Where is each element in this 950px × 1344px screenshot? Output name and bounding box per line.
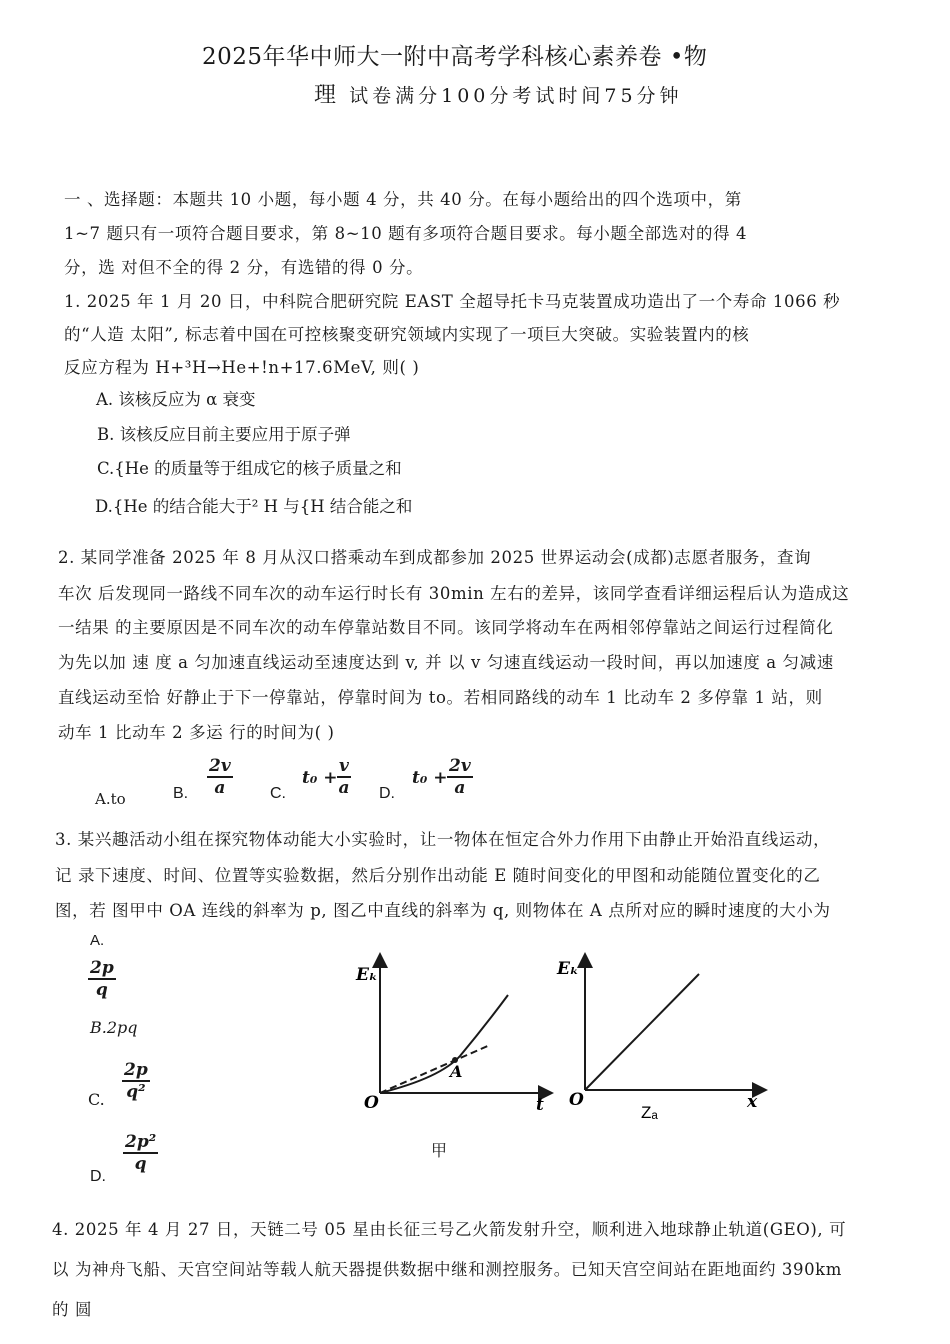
q2-option-b-fraction bbox=[207, 756, 233, 798]
q3-option-c-den: q² bbox=[126, 1082, 146, 1102]
graph-yi-origin: O bbox=[569, 1090, 584, 1110]
q3-option-a-label: A. bbox=[90, 932, 105, 949]
q2-option-d-fraction bbox=[447, 756, 473, 798]
q3-option-c-num: 2p bbox=[124, 1060, 148, 1080]
q3-option-d-label: D. bbox=[90, 1168, 106, 1185]
q2-option-c-fraction bbox=[337, 756, 351, 798]
q3-option-a-fraction bbox=[88, 958, 116, 1000]
q2-option-d-den: a bbox=[454, 778, 466, 798]
q1-line3: 反应方程为 H+³H→He+!n+17.6MeV, 则( ) bbox=[64, 358, 420, 377]
q2-line3: 一结果 的主要原因是不同车次的动车停靠站数目不同。该同学将动车在两相邻停靠站之间运行过程简化 bbox=[58, 618, 834, 637]
page-subtitle bbox=[314, 78, 683, 109]
q1-line1: 1. 2025 年 1 月 20 日，中科院合肥研究院 EAST 全超导托卡马克装置成功造出了一个寿命 1066 秒 bbox=[64, 292, 841, 311]
q4-line2: 以 为神舟飞船、天宫空间站等载人航天器提供数据中继和测控服务。已知天宫空间站在距地面约 390km bbox=[52, 1260, 843, 1279]
exam-info: 试卷满分100分考试时间75分钟 bbox=[349, 85, 683, 107]
graph-yi-line bbox=[585, 974, 699, 1090]
q2-line2: 车次 后发现同一路线不同车次的动车运行时长有 30min 左右的差异，该同学查看详细运程后认为造成这 bbox=[58, 584, 850, 603]
q2-option-a: A.to bbox=[95, 790, 126, 808]
q2-option-b-num: 2v bbox=[209, 756, 231, 776]
graph-jia-origin: O bbox=[364, 1093, 379, 1113]
graph-jia-oa-line bbox=[380, 1045, 490, 1093]
graph-jia-y-label: Eₖ bbox=[356, 965, 378, 985]
q1-option-d: D.{He 的结合能大于² H 与{H 结合能之和 bbox=[95, 497, 413, 516]
q1-option-b: B. 该核反应目前主要应用于原子弹 bbox=[97, 425, 351, 444]
q3-line2: 记 录下速度、时间、位置等实验数据，然后分别作出动能 E 随时间变化的甲图和动能随位置变化的乙 bbox=[55, 866, 821, 885]
graph-jia-curve bbox=[380, 995, 508, 1093]
graph-yi-x-label: x bbox=[747, 1092, 758, 1112]
q2-option-c-num: v bbox=[339, 756, 349, 776]
page-title: 2025年华中师大一附中高考学科核心素养卷 •物 bbox=[202, 44, 708, 70]
q2-line5: 直线运动至恰 好静止于下一停靠站，停靠时间为 to。若相同路线的动车 1 比动车 2 多停靠 1 站，则 bbox=[58, 688, 823, 707]
q2-line6: 动车 1 比动车 2 多运 行的时间为( ) bbox=[58, 723, 335, 742]
q3-option-c-label: C. bbox=[88, 1090, 105, 1109]
q2-option-c-den: a bbox=[338, 778, 350, 798]
q2-line4: 为先以加 速 度 a 匀加速直线运动至速度达到 v, 并 以 v 匀速直线运动一段时间，再以加速度 a 匀减速 bbox=[58, 653, 834, 672]
section-intro-line1: 一 、选择题：本题共 10 小题，每小题 4 分，共 40 分。在每小题给出的四个选项中，第 bbox=[64, 190, 742, 209]
q3-option-a-den: q bbox=[95, 980, 108, 1000]
q3-option-d-fraction bbox=[123, 1132, 158, 1174]
q1-option-a: A. 该核反应为 α 衰变 bbox=[96, 390, 256, 409]
q3-option-d-den: q bbox=[134, 1154, 147, 1174]
graph-jia-x-label: t bbox=[536, 1095, 544, 1115]
graph-jia bbox=[350, 950, 560, 1120]
q3-option-a-num: 2p bbox=[90, 958, 114, 978]
q2-option-c-prefix: t₀ + bbox=[302, 768, 338, 788]
q2-option-b-den: a bbox=[214, 778, 226, 798]
q2-option-b-label: B. bbox=[173, 785, 189, 802]
q1-option-c: C.{He 的质量等于组成它的核子质量之和 bbox=[97, 459, 402, 478]
q2-option-c-label: C. bbox=[270, 785, 286, 802]
q3-option-b: B.2pq bbox=[90, 1018, 138, 1037]
q1-line2: 的“人造 太阳”, 标志着中国在可控核聚变研究领域内实现了一项巨大突破。实验装置内的核 bbox=[64, 325, 750, 344]
q4-line3: 的 圆 bbox=[52, 1300, 93, 1319]
section-intro-line3: 分，选 对但不全的得 2 分，有选错的得 0 分。 bbox=[64, 258, 424, 277]
subtitle-char: 理 bbox=[314, 83, 337, 108]
q3-line1: 3. 某兴趣活动小组在探究物体动能大小实验时，让一物体在恒定合外力作用下由静止开始沿直线运动， bbox=[55, 830, 831, 849]
q4-line1: 4. 2025 年 4 月 27 日，天链二号 05 星由长征三号乙火箭发射升空，顺利进入地球静止轨道(GEO), 可 bbox=[52, 1220, 847, 1239]
graph-jia-a-label: A bbox=[450, 1062, 463, 1081]
q3-option-d-num: 2p² bbox=[125, 1132, 157, 1152]
section-intro-line2: 1~7 题只有一项符合题目要求，第 8~10 题有多项符合题目要求。每小题全部选对的得 4 bbox=[64, 224, 748, 243]
graph-yi bbox=[555, 950, 770, 1125]
q2-line1: 2. 某同学准备 2025 年 8 月从汉口搭乘动车到成都参加 2025 世界运动会(成都)志愿者服务，查询 bbox=[58, 548, 812, 567]
graph-jia-caption: 甲 bbox=[431, 1143, 448, 1160]
q3-option-c-fraction bbox=[122, 1060, 150, 1102]
q2-option-d-prefix: t₀ + bbox=[412, 768, 448, 788]
graph-yi-y-label: Eₖ bbox=[557, 959, 579, 979]
q3-line3: 图，若 图甲中 OA 连线的斜率为 p, 图乙中直线的斜率为 q, 则物体在 A 点所对应的瞬时速度的大小为 bbox=[55, 901, 831, 920]
q2-option-d-num: 2v bbox=[449, 756, 471, 776]
graph-yi-point-label: Zₐ bbox=[641, 1103, 658, 1122]
q2-option-d-label: D. bbox=[379, 785, 395, 802]
